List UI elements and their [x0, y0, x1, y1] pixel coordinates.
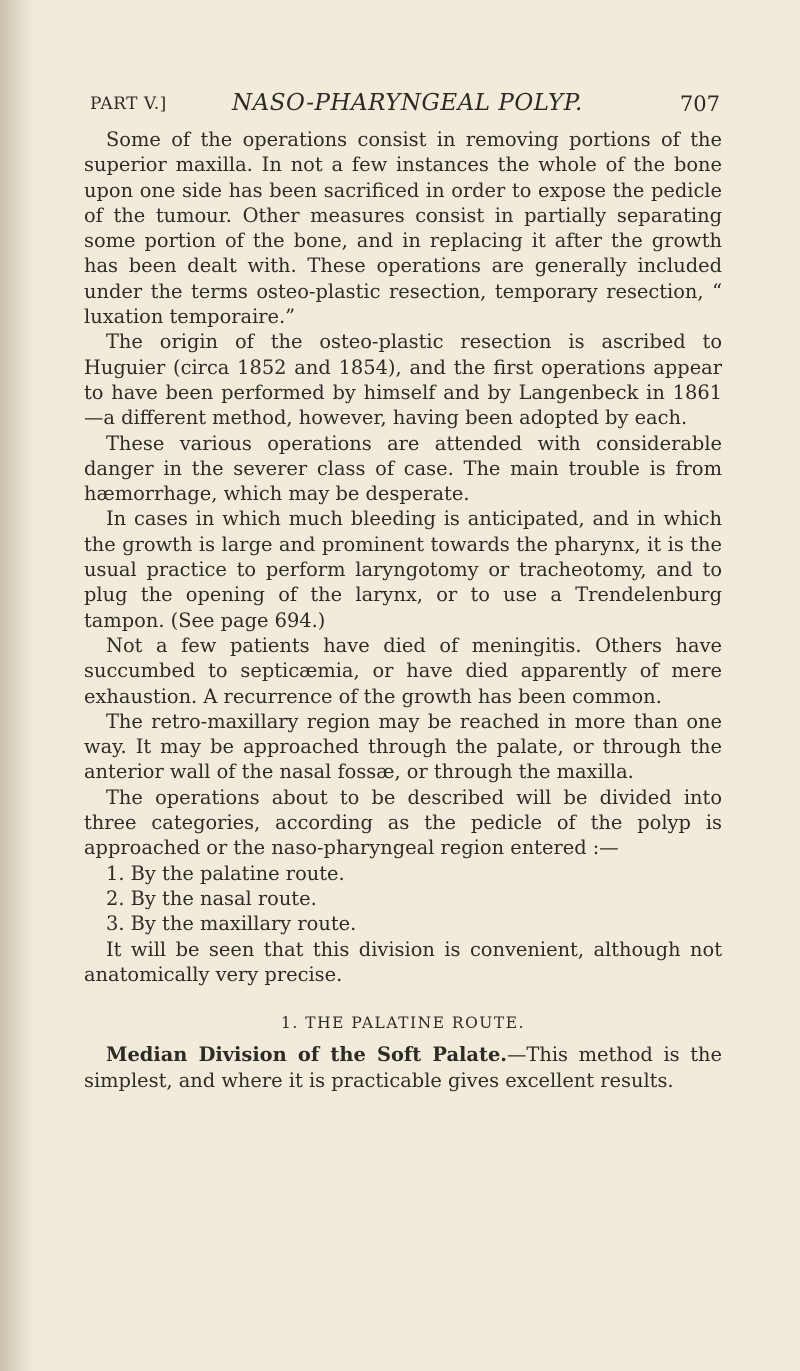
paragraph: The origin of the osteo-plastic resection is ascribed to Huguier (circa 1852 and 1854), and the first operations appear to have been performed by himself and by Langenbeck in 1861—a different method, however, having been adopted by each. — [84, 330, 722, 430]
route-list-item: 1. By the palatine route. — [106, 861, 345, 885]
section-heading: 1. THE PALATINE ROUTE. — [281, 1014, 525, 1033]
closing-paragraph: It will be seen that this division is convenient, although not anatomically very precise. — [84, 937, 722, 986]
section-text: —This method is the simplest, and where it is practicable gives excellent results. — [84, 1043, 722, 1092]
page-number: 707 — [679, 92, 720, 116]
running-title: NASO-PHARYNGEAL POLYP. — [232, 90, 583, 116]
running-header — [90, 90, 720, 124]
route-list-item: 3. By the maxillary route. — [106, 912, 357, 936]
page-body — [84, 127, 722, 1093]
paragraph: The operations about to be described will be divided into three categories, according as the pedicle of the polyp is approached or the naso-pharyngeal region entered :— — [84, 785, 722, 860]
paragraph: In cases in which much bleeding is anticipated, and in which the growth is large and prominent towards the pharynx, it is the usual practice to perform laryngotomy or tracheotomy, and to plug the opening of the larynx, or to use a Trendelenburg tampon. (See page 694.) — [84, 507, 722, 632]
page-edge-shadow — [0, 0, 34, 1371]
paragraph: These various operations are attended with considerable danger in the severer class of case. The main trouble is from hæmorrhage, which may be desperate. — [84, 431, 722, 506]
paragraph: The retro-maxillary region may be reached in more than one way. It may be approached through the palate, or through the anterior wall of the nasal fossæ, or through the maxilla. — [84, 709, 722, 784]
section-paragraph — [84, 1042, 722, 1093]
route-list-item: 2. By the nasal route. — [106, 886, 317, 910]
section-lead: Median Division of the Soft Palate. — [106, 1043, 508, 1067]
part-label: PART V.] — [90, 94, 167, 114]
paragraph: Some of the operations consist in removing portions of the superior maxilla. In not a few instances the whole of the bone upon one side has been sacrificed in order to expose the pedicle of the tumour. Other measures consist in partially separating some portion of the bone, and in replacing it after the growth has been dealt with. These operations are generally included under the terms osteo-plastic resection, temporary resection, “ luxation temporaire.” — [84, 128, 722, 329]
paragraph: Not a few patients have died of meningitis. Others have succumbed to septicæmia, or have died apparently of mere exhaustion. A recurrence of the growth has been common. — [84, 633, 722, 708]
